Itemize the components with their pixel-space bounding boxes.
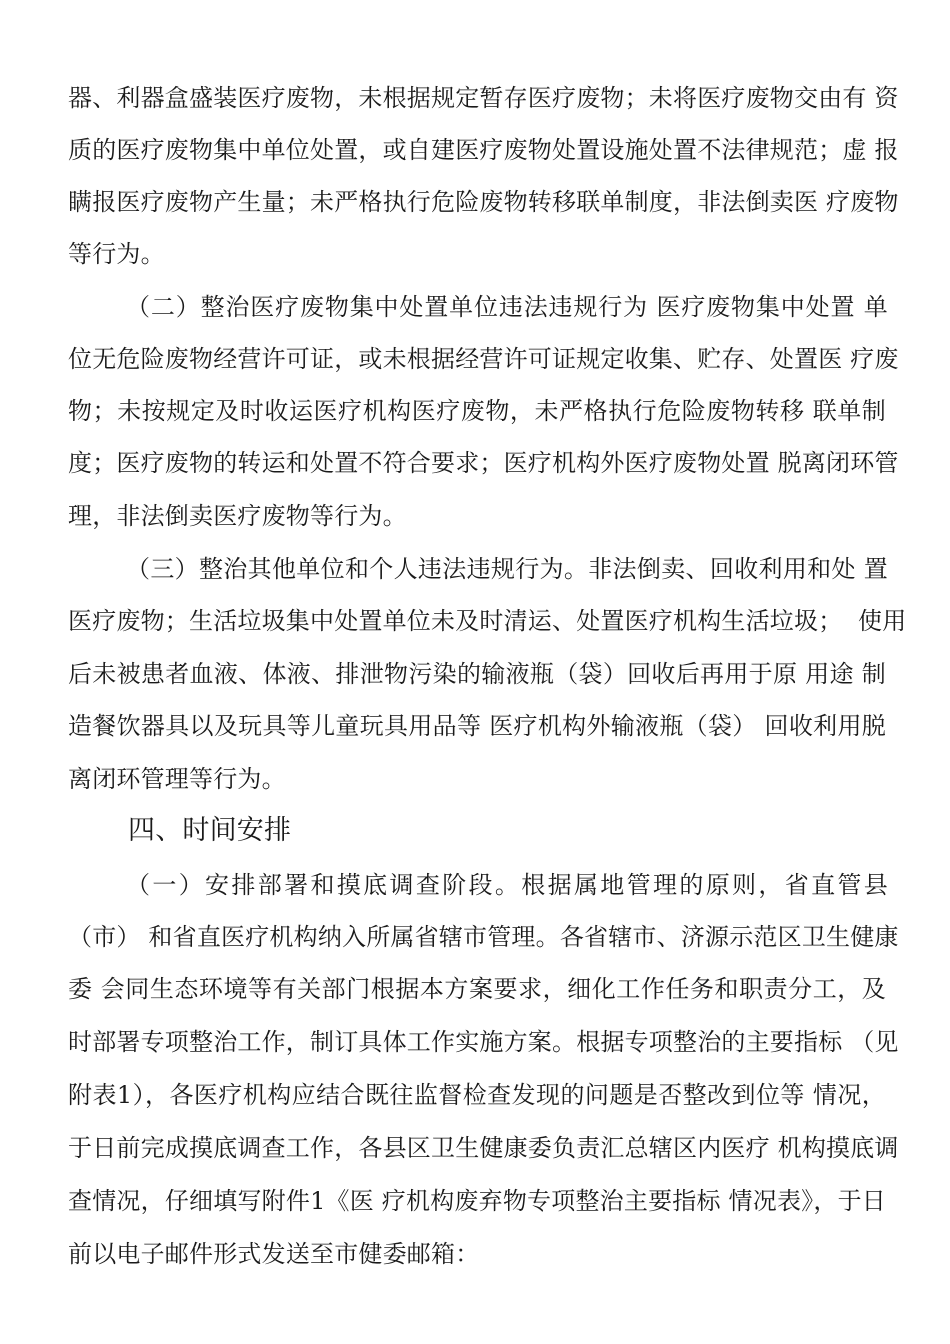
paragraph-line: 查情况，仔细填写附件1《医 疗机构废弃物专项整治主要指标 情况表》，于日 — [68, 1187, 886, 1215]
section-heading: 四、时间安排 — [128, 815, 292, 846]
paragraph-line: 医疗废物；生活垃圾集中处置单位未及时清运、处置医疗机构生活垃圾； 使用 — [68, 607, 907, 635]
paragraph-line: 造餐饮器具以及玩具等儿童玩具用品等 医疗机构外输液瓶（袋） 回收利用脱 — [68, 712, 886, 740]
paragraph-line: 度；医疗废物的转运和处置不符合要求；医疗机构外医疗废物处置 脱离闭环管 — [68, 449, 899, 477]
paragraph-line: （三）整治其他单位和个人违法违规行为。非法倒卖、回收利用和处 置 — [126, 555, 888, 583]
paragraph-line: 前以电子邮件形式发送至市健委邮箱： — [68, 1240, 480, 1268]
paragraph-line: 时部署专项整治工作，制订具体工作实施方案。根据专项整治的主要指标 （见 — [68, 1028, 899, 1056]
paragraph-line: 器、利器盒盛装医疗废物，未根据规定暂存医疗废物；未将医疗废物交由有 资 — [68, 84, 899, 112]
paragraph-line: 附表1），各医疗机构应结合既往监督检查发现的问题是否整改到位等 情况， — [68, 1081, 886, 1109]
paragraph-line: 离闭环管理等行为。 — [68, 765, 286, 793]
paragraph-line: 物；未按规定及时收运医疗机构医疗废物，未严格执行危险废物转移 联单制 — [68, 397, 886, 425]
paragraph-line: 理，非法倒卖医疗废物等行为。 — [68, 502, 407, 530]
paragraph-line: 质的医疗废物集中单位处置，或自建医疗废物处置设施处置不法律规范；虚 报 — [68, 136, 899, 164]
paragraph-line: （一）安排部署和摸底调查阶段。根据属地管理的原则，省直管县 — [126, 871, 888, 899]
paragraph-line: 位无危险废物经营许可证，或未根据经营许可证规定收集、贮存、处置医 疗废 — [68, 345, 899, 373]
paragraph-line: 等行为。 — [68, 240, 165, 268]
paragraph-line: 后未被患者血液、体液、排泄物污染的输液瓶（袋）回收后再用于原 用途 制 — [68, 660, 886, 688]
paragraph-line: （二）整治医疗废物集中处置单位违法违规行为 医疗废物集中处置 单 — [126, 293, 888, 321]
paragraph-line: （市） 和省直医疗机构纳入所属省辖市管理。各省辖市、济源示范区卫生健康 — [68, 923, 899, 951]
paragraph-line: 瞒报医疗废物产生量；未严格执行危险废物转移联单制度，非法倒卖医 疗废物 — [68, 188, 899, 216]
paragraph-line: 于日前完成摸底调查工作，各县区卫生健康委负责汇总辖区内医疗 机构摸底调 — [68, 1134, 899, 1162]
paragraph-line: 委 会同生态环境等有关部门根据本方案要求，细化工作任务和职责分工，及 — [68, 975, 886, 1003]
